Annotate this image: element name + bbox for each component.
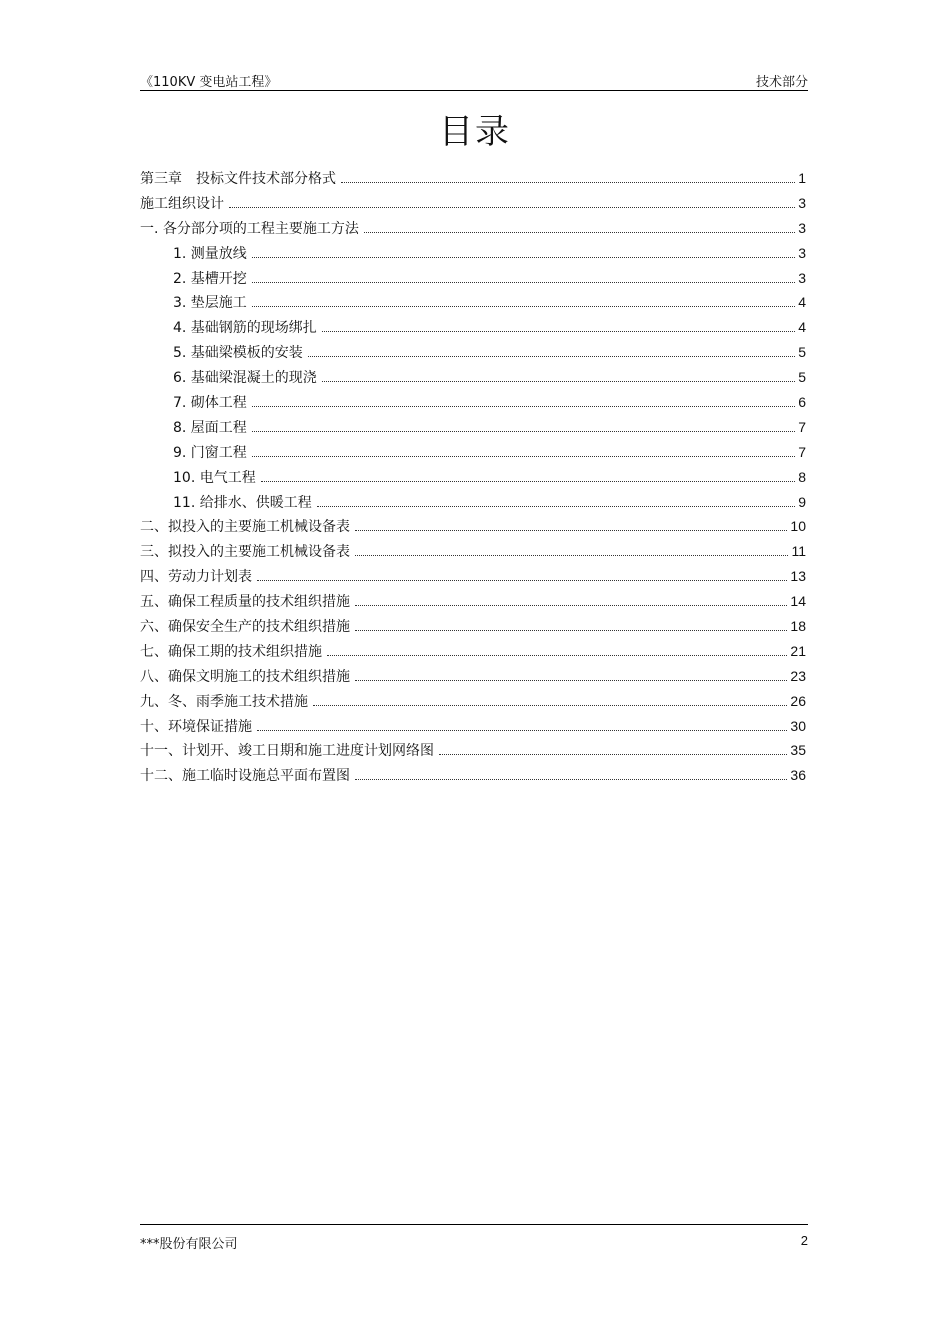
header-section-name: 技术部分: [755, 75, 808, 90]
table-of-contents: [140, 168, 806, 790]
toc-entry[interactable]: [140, 268, 806, 293]
toc-entry-page-number: 3: [798, 269, 806, 286]
toc-dot-leader: [355, 680, 787, 681]
toc-entry[interactable]: [140, 317, 806, 342]
toc-dot-leader: [341, 182, 795, 183]
toc-entry[interactable]: [140, 666, 806, 691]
toc-entry[interactable]: [140, 367, 806, 392]
toc-entry-page-number: 8: [798, 468, 806, 485]
toc-entry[interactable]: [140, 342, 806, 367]
page-footer: [140, 1224, 808, 1252]
toc-entry[interactable]: [140, 765, 806, 790]
toc-entry-label: 3. 垫层施工: [173, 295, 247, 312]
toc-dot-leader: [257, 580, 787, 581]
toc-entry-label: 十一、计划开、竣工日期和施工进度计划网络图: [140, 743, 434, 760]
toc-entry-page-number: 5: [798, 344, 806, 361]
toc-entry-label: 七、确保工期的技术组织措施: [140, 643, 322, 660]
toc-entry[interactable]: [140, 641, 806, 666]
toc-entry-page-number: 9: [798, 493, 806, 510]
toc-dot-leader: [327, 655, 787, 656]
page-title: 目录: [439, 112, 511, 152]
toc-dot-leader: [252, 282, 795, 283]
toc-dot-leader: [252, 431, 795, 432]
toc-dot-leader: [364, 232, 795, 233]
toc-entry-page-number: 3: [798, 194, 806, 211]
footer-company-name: ***股份有限公司: [140, 1237, 238, 1252]
toc-entry-label: 8. 屋面工程: [173, 419, 247, 436]
toc-entry-label: 6. 基础梁混凝土的现浇: [173, 370, 317, 387]
toc-entry[interactable]: [140, 193, 806, 218]
toc-entry-label: 六、确保安全生产的技术组织措施: [140, 619, 350, 636]
toc-dot-leader: [229, 207, 795, 208]
toc-entry[interactable]: [140, 591, 806, 616]
toc-dot-leader: [257, 730, 787, 731]
toc-dot-leader: [252, 456, 795, 457]
toc-entry[interactable]: [140, 218, 806, 243]
toc-entry[interactable]: [140, 292, 806, 317]
toc-dot-leader: [322, 381, 795, 382]
footer-page-number: 2: [800, 1233, 808, 1248]
toc-dot-leader: [355, 605, 787, 606]
toc-dot-leader: [261, 481, 795, 482]
toc-entry-label: 九、冬、雨季施工技术措施: [140, 693, 308, 710]
toc-entry[interactable]: [140, 616, 806, 641]
toc-dot-leader: [317, 506, 795, 507]
toc-dot-leader: [313, 705, 787, 706]
toc-entry-label: 二、拟投入的主要施工机械设备表: [140, 519, 350, 536]
toc-entry[interactable]: [140, 392, 806, 417]
toc-entry-page-number: 11: [791, 543, 806, 560]
toc-entry[interactable]: [140, 740, 806, 765]
toc-entry-label: 五、确保工程质量的技术组织措施: [140, 594, 350, 611]
toc-dot-leader: [308, 356, 795, 357]
toc-entry-page-number: 4: [798, 294, 806, 311]
toc-entry-page-number: 35: [790, 742, 806, 759]
toc-entry[interactable]: [140, 541, 806, 566]
toc-entry-page-number: 10: [790, 518, 806, 535]
toc-entry-page-number: 6: [798, 394, 806, 411]
toc-dot-leader: [252, 306, 795, 307]
toc-dot-leader: [355, 779, 787, 780]
toc-entry-label: 11. 给排水、供暖工程: [173, 494, 312, 511]
toc-entry[interactable]: [140, 492, 806, 517]
toc-entry[interactable]: [140, 417, 806, 442]
toc-entry-page-number: 7: [798, 443, 806, 460]
toc-entry-label: 一. 各分部分项的工程主要施工方法: [140, 220, 359, 237]
toc-entry-page-number: 1: [798, 170, 806, 186]
toc-entry-label: 三、拟投入的主要施工机械设备表: [140, 544, 350, 561]
toc-entry[interactable]: [140, 467, 806, 492]
toc-entry-label: 10. 电气工程: [173, 469, 256, 486]
toc-entry-label: 十、环境保证措施: [140, 718, 252, 735]
toc-entry-page-number: 36: [790, 767, 806, 784]
toc-entry[interactable]: [140, 442, 806, 467]
toc-entry[interactable]: [140, 566, 806, 591]
toc-entry-label: 四、劳动力计划表: [140, 569, 252, 586]
toc-entry-label: 7. 砌体工程: [173, 395, 247, 412]
toc-entry-label: 第三章 投标文件技术部分格式: [140, 171, 336, 187]
toc-entry-page-number: 14: [790, 593, 806, 610]
toc-entry-page-number: 3: [798, 244, 806, 261]
toc-entry-page-number: 18: [790, 618, 806, 635]
toc-entry-page-number: 23: [790, 667, 806, 684]
toc-entry-page-number: 4: [798, 319, 806, 336]
toc-entry-label: 施工组织设计: [140, 195, 224, 212]
toc-dot-leader: [355, 530, 787, 531]
toc-entry-label: 十二、施工临时设施总平面布置图: [140, 768, 350, 785]
toc-dot-leader: [252, 257, 795, 258]
toc-entry[interactable]: [140, 168, 806, 193]
toc-dot-leader: [355, 630, 787, 631]
toc-dot-leader: [355, 555, 788, 556]
toc-entry-label: 1. 测量放线: [173, 245, 247, 262]
toc-entry-label: 八、确保文明施工的技术组织措施: [140, 668, 350, 685]
toc-entry-page-number: 7: [798, 418, 806, 435]
toc-entry-label: 5. 基础梁模板的安装: [173, 345, 303, 362]
toc-dot-leader: [322, 331, 795, 332]
toc-entry-page-number: 21: [790, 642, 806, 659]
toc-entry-label: 2. 基槽开挖: [173, 270, 247, 287]
header-project-title: 《110KV 变电站工程》: [140, 75, 278, 90]
toc-dot-leader: [252, 406, 795, 407]
toc-entry-page-number: 5: [798, 369, 806, 386]
toc-dot-leader: [439, 754, 787, 755]
toc-entry-page-number: 30: [790, 717, 806, 734]
toc-entry[interactable]: [140, 716, 806, 741]
toc-entry[interactable]: [140, 691, 806, 716]
toc-entry[interactable]: [140, 516, 806, 541]
toc-entry-page-number: 3: [798, 219, 806, 236]
page-header: [140, 68, 808, 91]
toc-entry-label: 9. 门窗工程: [173, 444, 247, 461]
toc-entry[interactable]: [140, 243, 806, 268]
toc-entry-page-number: 26: [790, 692, 806, 709]
toc-entry-page-number: 13: [790, 568, 806, 585]
toc-entry-label: 4. 基础钢筋的现场绑扎: [173, 320, 317, 337]
